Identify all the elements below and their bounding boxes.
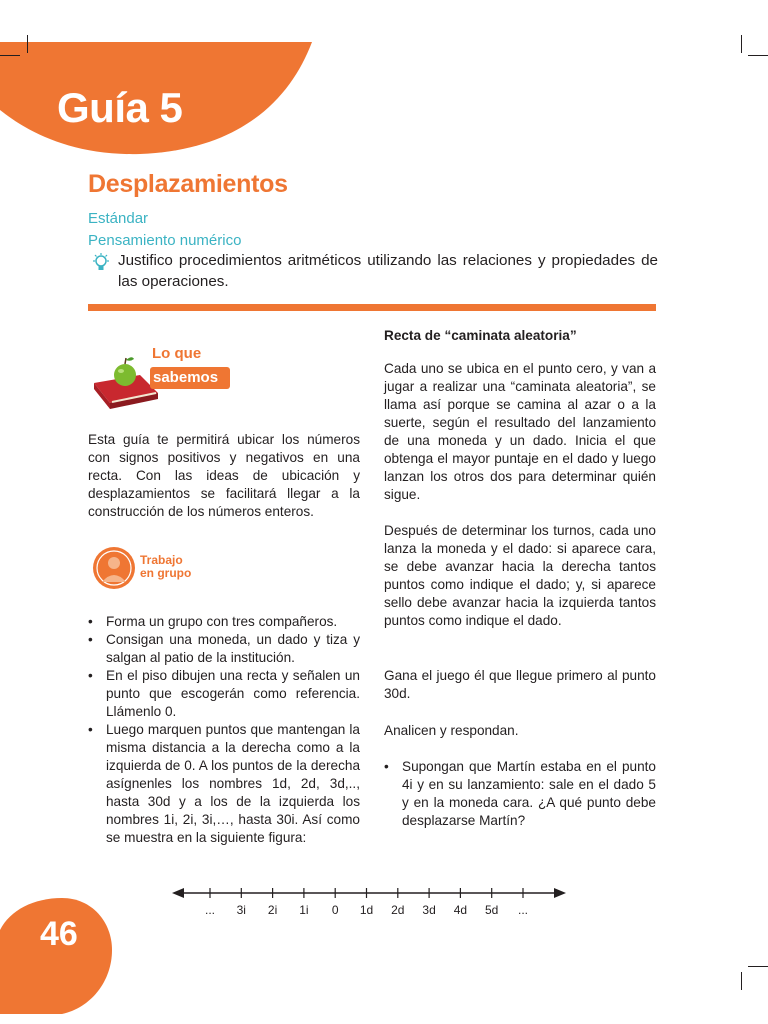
number-line-label: 3d [422, 903, 436, 917]
number-line-label: 2i [267, 903, 278, 917]
guide-title: Guía 5 [57, 84, 183, 131]
number-line-label: 2d [391, 903, 405, 917]
badge-sabemos: sabemos [153, 369, 219, 386]
number-line-label: 4d [453, 903, 468, 917]
list-item: • Forma un grupo con tres compañeros. [88, 614, 338, 629]
page-number: 46 [40, 915, 78, 953]
group-work-icon [92, 546, 136, 590]
crop-mark [748, 55, 768, 56]
question-list [384, 758, 656, 830]
number-line-label: 1d [359, 903, 374, 917]
crop-mark [0, 55, 20, 56]
crop-mark [27, 35, 28, 53]
badge-lo-que: Lo que [152, 345, 202, 362]
standard-text: Justifico procedimientos aritméticos utilizando las relaciones y propiedades de las operaciones. [118, 252, 658, 290]
number-line-label: 0 [331, 903, 339, 917]
page-number-shape [0, 890, 120, 1024]
number-line-label: 1i [299, 903, 309, 917]
arrow-right-icon [554, 888, 566, 898]
right-heading: Recta de “caminata aleatoria” [384, 328, 577, 343]
intro-paragraph: Esta guía te permitirá ubicar los números con signos positivos y negativos en una recta. Con las ideas de ubicación y desplazamientos se facilitará llegar a la construcción de los números enteros. [88, 432, 360, 519]
crop-mark [741, 972, 742, 990]
crop-mark [748, 966, 768, 967]
group-label-line2: en grupo [140, 566, 192, 580]
group-label-line1: Trabajo [140, 553, 183, 567]
paragraph-2: Después de determinar los turnos, cada uno lanza la moneda y el dado: si aparece cara, se debe avanzar hacia la derecha tantos puntos como indique el dado; y, si aparece sello debe avanzar hacia la izquierda tantos puntos como indique el dado. [384, 523, 656, 628]
standard-label: Estándar [88, 210, 149, 227]
paragraph-3: Gana el juego él que llegue primero al punto 30d. [384, 668, 656, 701]
section-divider [88, 304, 656, 311]
number-line-label: 3i [236, 903, 246, 917]
list-item: • En el piso dibujen una recta y señalen un punto que escogerán como referencia. Llámenlo 0. [88, 668, 360, 719]
arrow-left-icon [172, 888, 184, 898]
number-line-label: ... [204, 903, 216, 917]
list-item: • Supongan que Martín estaba en el punto 4i y en su lanzamiento: sale en el dado 5 y en la moneda cara. ¿A qué punto debe desplazarse Martín? [384, 759, 656, 828]
crop-mark [741, 35, 742, 53]
number-line-label: ... [517, 903, 529, 917]
list-item: • Luego marquen puntos que mantengan la misma distancia a la derecha como a la izquierda de 0. A los puntos de la derecha asígnenles los nombres 1d, 2d, 3d,.., hasta 30d y a los de la izquierda los nombres 1i, 2i, 3i,…, hasta 30i. Así como se muestra en la siguiente figura: [88, 722, 360, 845]
paragraph-1: Cada uno se ubica en el punto cero, y van a jugar a realizar una “caminata aleatoria”, se llama así porque se camina al azar o a la suerte, según el resultado del lanzamiento de una moneda y un dado. Inicia el que obtenga el mayor puntaje en el dado y luego lanzan los otros dos para determinar quién sigue. [384, 361, 656, 502]
number-line [170, 882, 570, 904]
number-line-label: 5d [485, 903, 499, 917]
paragraph-4: Analicen y respondan. [384, 723, 519, 738]
activity-list [88, 613, 360, 847]
standard-area: Pensamiento numérico [88, 232, 242, 249]
lightbulb-icon [90, 252, 112, 274]
list-item: • Consigan una moneda, un dado y tiza y salgan al patio de la institución. [88, 632, 360, 665]
section-title: Desplazamientos [88, 170, 288, 198]
